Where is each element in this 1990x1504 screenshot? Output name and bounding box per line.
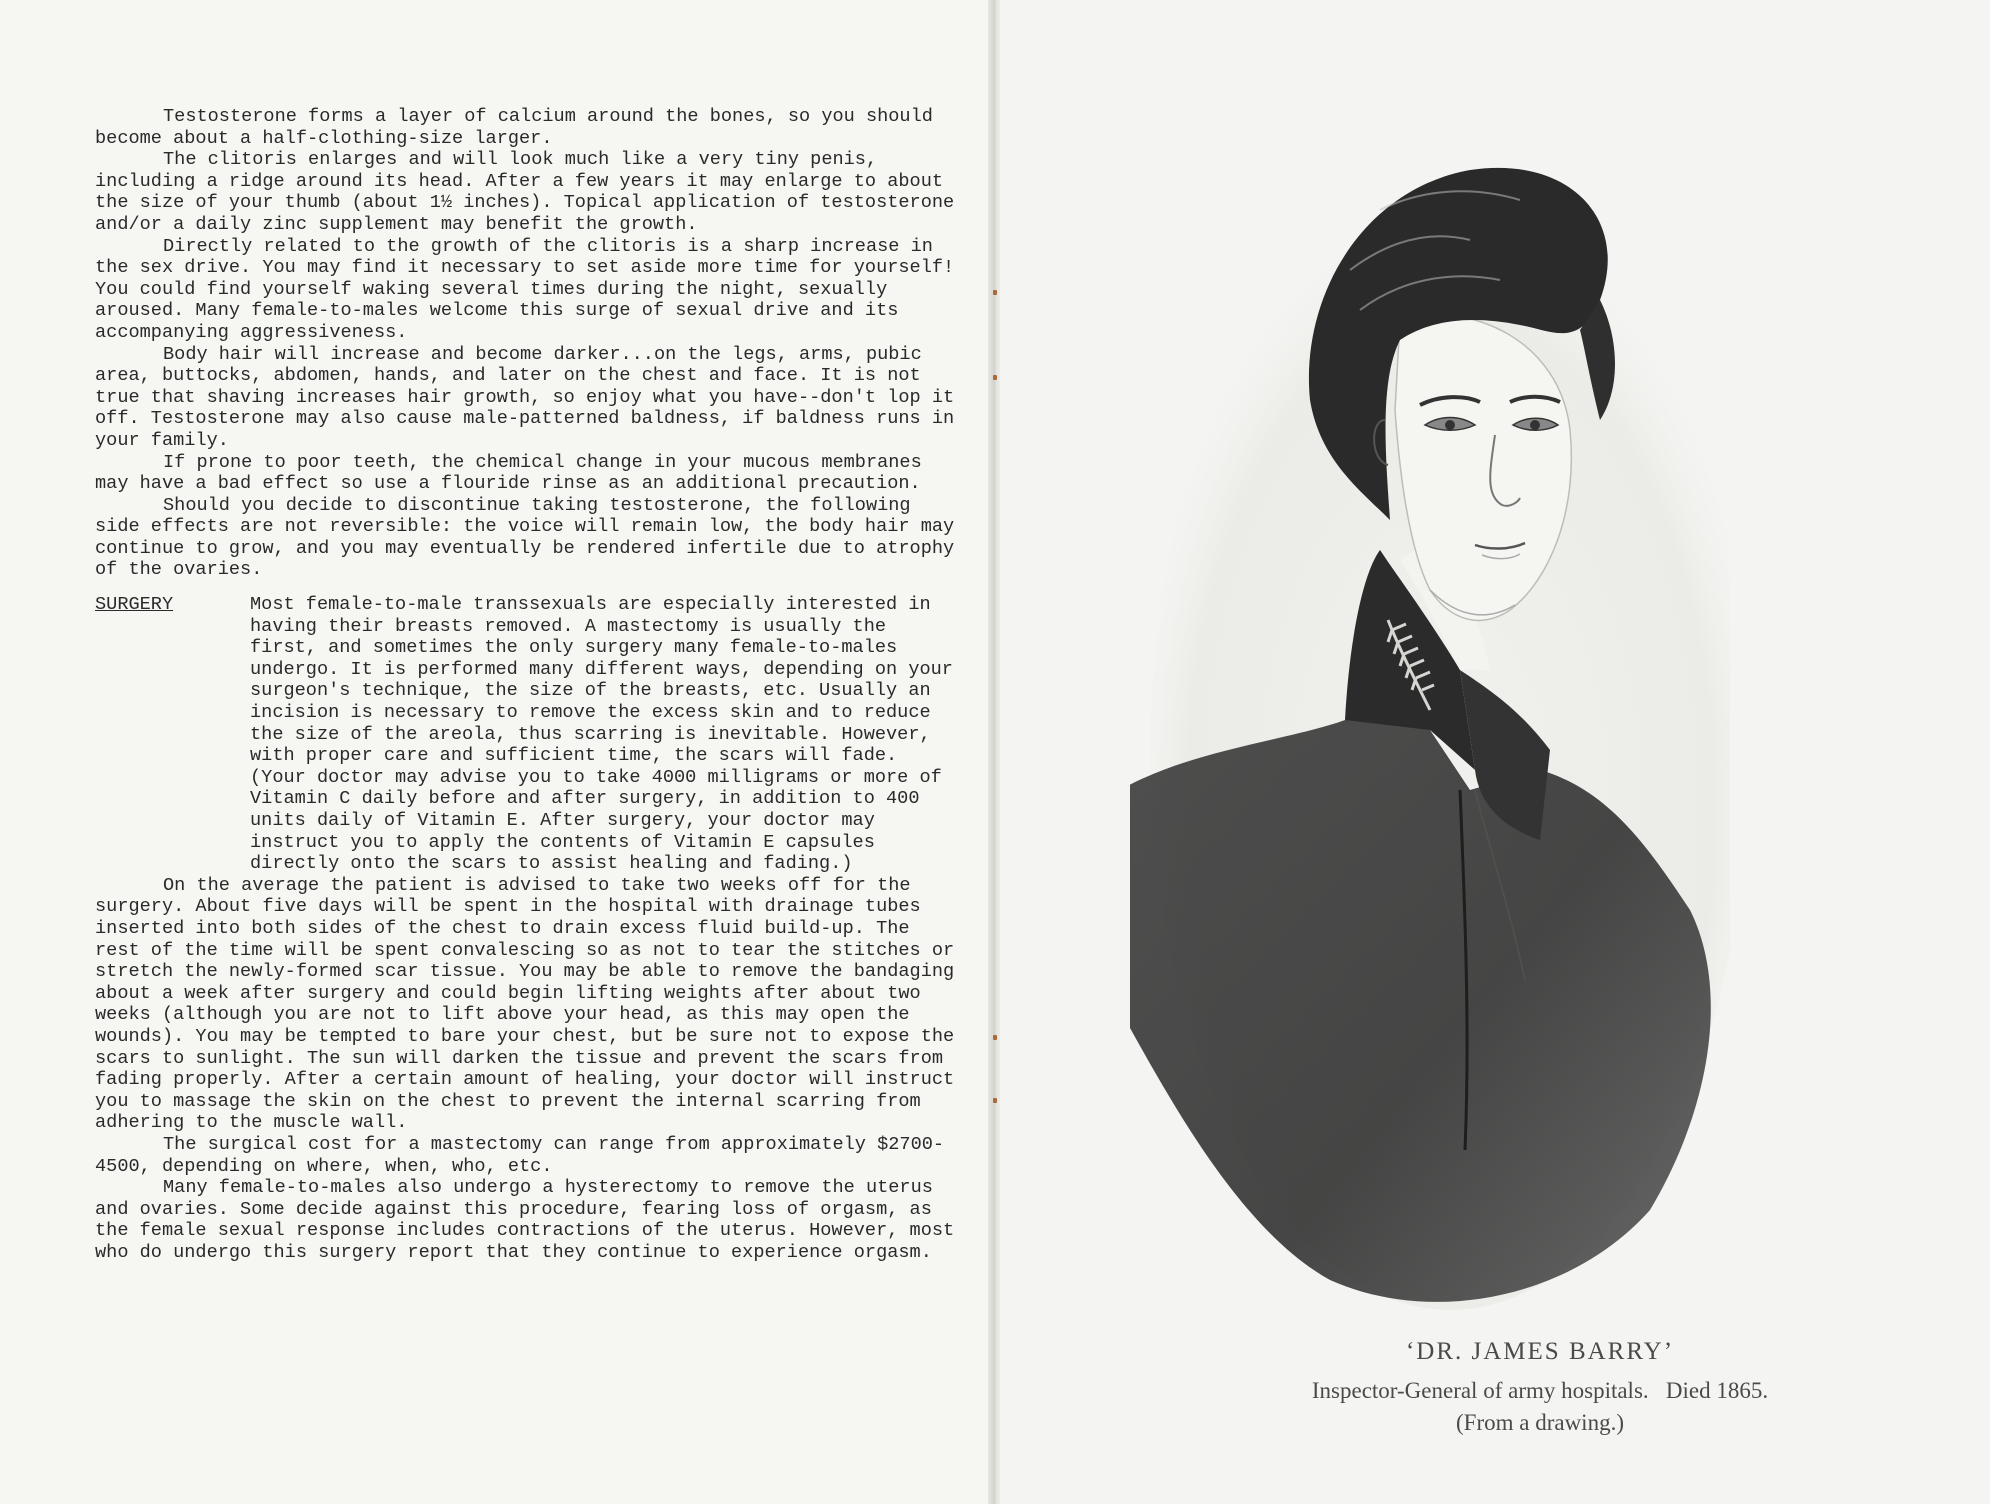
staple-mark bbox=[993, 375, 997, 380]
paragraph: Many female-to-males also undergo a hysterectomy to remove the uterus and ovaries. Some decide against this procedure, fearing loss of orgasm, as the female sexual response includes contractions of the uterus. However, most who do undergo this surgery report that they continue to experience orgasm. bbox=[95, 1177, 955, 1263]
staple-mark bbox=[993, 1035, 997, 1040]
paragraph: The surgical cost for a mastectomy can range from approximately $2700-4500, depending on where, when, who, etc. bbox=[95, 1133, 945, 1177]
section-heading: SURGERY bbox=[95, 594, 174, 616]
paragraph: Should you decide to discontinue taking testosterone, the following side effects are not reversible: the voice will remain low, the body hair may continue to grow, and you may eventually be rendered infertile due to atrophy of the ovaries. bbox=[95, 494, 955, 581]
paragraph: If prone to poor teeth, the chemical change in your mucous membranes may have a bad effect so use a flouride rinse as an additional precaution. bbox=[95, 451, 922, 495]
paragraph: Directly related to the growth of the clitoris is a sharp increase in the sex drive. You may find it necessary to set aside more time for yourself! You could find yourself waking several times during the night, sexually aroused. Many female-to-males welcome this surge of sexual drive and its accompanying aggressiveness. bbox=[95, 235, 955, 343]
paragraph: The clitoris enlarges and will look much like a very tiny penis, including a ridge around its head. After a few years it may enlarge to about the size of your thumb (about 1½ inches). Topical application of testosterone and/or a daily zinc supplement may benefit the growth. bbox=[95, 149, 955, 235]
staple-mark bbox=[993, 290, 997, 295]
portrait-illustration bbox=[1130, 150, 1730, 1330]
paragraph: Most female-to-male transsexuals are especially interested in having their breasts removed. A mastectomy is usually the first, and sometimes the only surgery many female-to-males undergo. It is performed many different ways, depending on your surgeon's technique, the size of the breasts, etc. Usually an incision is necessary to remove the excess skin and to reduce the size of the areola, thus scarring is inevitable. However, with proper care and sufficient time, the scars will fade. (Your doctor may advise you to take 4000 milligrams or more of Vitamin C daily before and after surgery, in addition to 400 units daily of Vitamin E. After surgery, your doctor may instruct you to apply the contents of Vitamin E capsules directly onto the scars to assist healing and fading.) bbox=[250, 594, 953, 875]
portrait-caption-title: ‘DR. JAMES BARRY’ bbox=[1405, 1338, 1675, 1365]
paragraph: On the average the patient is advised to take two weeks off for the surgery. About five days will be spent in the hospital with drainage tubes inserted into both sides of the chest to drain excess fluid build-up. The rest of the time will be spent convalescing so as not to tear the stitches or stretch the newly-formed scar tissue. You may be able to remove the bandaging about a week after surgery and could begin lifting weights after about two weeks (although you are not to lift above your head, as this may open the wounds). You may be tempted to bare your chest, but be sure not to expose the scars to sunlight. The sun will darken the tissue and prevent the scars from fading properly. After a certain amount of healing, your doctor will instruct you to massage the skin on the chest to prevent the internal scarring from adhering to the muscle wall. bbox=[95, 874, 955, 1134]
portrait-caption-source: (From a drawing.) bbox=[1456, 1410, 1624, 1435]
surgery-section bbox=[95, 594, 955, 875]
staple-mark bbox=[993, 1098, 997, 1103]
portrait-caption-description: Inspector-General of army hospitals. Died 1865. bbox=[1311, 1378, 1769, 1403]
paragraph: Testosterone forms a layer of calcium around the bones, so you should become about a half-clothing-size larger. bbox=[95, 106, 933, 149]
body-text bbox=[95, 106, 955, 1263]
paragraph: Body hair will increase and become darker...on the legs, arms, pubic area, buttocks, abdomen, hands, and later on the chest and face. It is not true that shaving increases hair growth, so enjoy what you have--don't lop it off. Testosterone may also cause male-patterned baldness, if baldness runs in your family. bbox=[95, 343, 955, 451]
